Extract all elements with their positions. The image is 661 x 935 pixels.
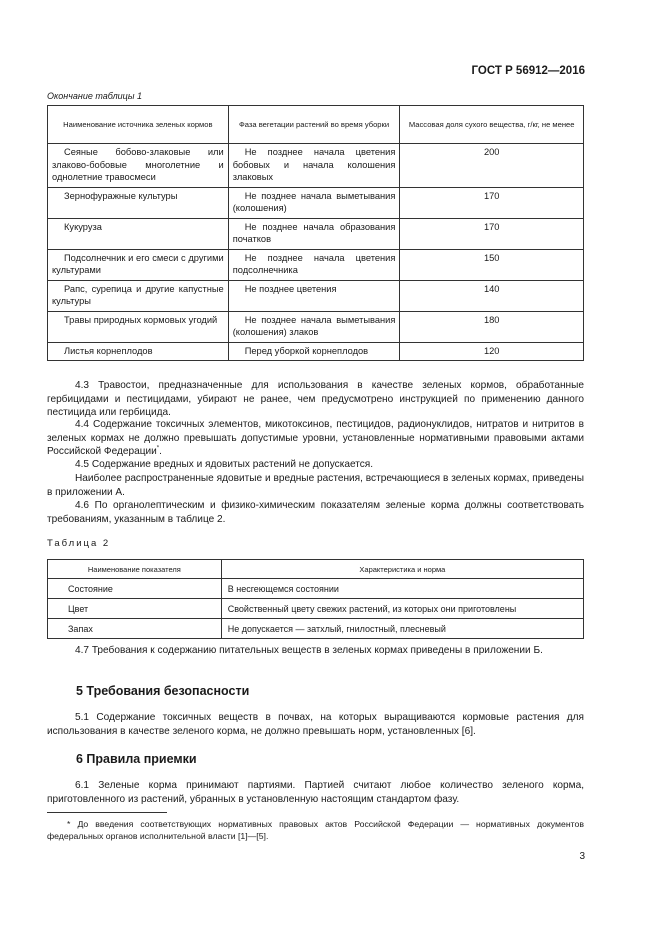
footnote-ref-mark: * <box>156 445 160 452</box>
table2-header-row <box>48 560 584 579</box>
table-row <box>48 144 584 188</box>
table-row <box>48 579 584 599</box>
table2-cell: Цвет <box>48 599 222 619</box>
table1-cell: Травы природных кормовых угодий <box>64 314 218 325</box>
table1-col-dry-matter: Массовая доля сухого вещества, г/кг, не менее <box>400 106 584 144</box>
table1-caption: Окончание таблицы 1 <box>47 91 142 101</box>
table2-caption: Таблица 2 <box>47 538 111 549</box>
table1-cell: 140 <box>400 280 584 311</box>
table1-cell: 170 <box>400 187 584 218</box>
table-row <box>48 187 584 218</box>
table-row <box>48 342 584 361</box>
table1-cell: Не позднее начала цветения бобовых и начала колошения злаковых <box>232 147 396 182</box>
footnote-mark: * <box>67 819 71 829</box>
paragraph-4-4-text: 4.4 Содержание токсичных элементов, микотоксинов, пестицидов, радионуклидов, нитратов и нитритов в зеленых кормах не должно превышать допустимые уровни, установленные нормативными правовыми актами Российской Федерации <box>47 419 584 457</box>
table-row <box>48 599 584 619</box>
table2-cell: Состояние <box>48 579 222 599</box>
table-1 <box>47 105 584 361</box>
paragraph-4-3: 4.3 Травостои, предназначенные для использования в качестве зеленых кормов, обработанные гербицидами и пестицидами, убирают не ранее, чем предусмотрено инструкцией по применению данного пестицида или гербицида. <box>47 380 584 418</box>
footnote <box>47 818 584 842</box>
table1-col-phase: Фаза вегетации растений во время уборки <box>228 106 400 144</box>
table2-cell: Запах <box>48 619 222 639</box>
table2-cell: В несгеющемся состоянии <box>221 579 583 599</box>
table1-cell: Рапс, сурепица и другие капустные культуры <box>52 283 224 306</box>
table1-cell: Перед уборкой корнеплодов <box>244 345 369 356</box>
paragraph-4-7: 4.7 Требования к содержанию питательных веществ в зеленых кормах приведены в приложении Б. <box>75 645 543 656</box>
paragraph-4-6: 4.6 По органолептическим и физико-химическим показателям зеленые корма должны соответствовать требованиям, указанным в таблице 2. <box>47 500 584 525</box>
table-row <box>48 280 584 311</box>
section-5-heading: 5 Требования безопасности <box>76 684 250 698</box>
table1-cell: Не позднее начала цветения подсолнечника <box>232 252 396 275</box>
table-row <box>48 249 584 280</box>
paragraph-5-1: 5.1 Содержание токсичных веществ в почвах, на которых выращиваются кормовые растения для использования в качестве зеленого корма, не должно превышать норм, установленных [6]. <box>47 712 584 737</box>
table-row <box>48 218 584 249</box>
table-row <box>48 311 584 342</box>
table1-col-source: Наименование источника зеленых кормов <box>48 106 229 144</box>
table1-cell: Не позднее цветения <box>244 283 337 294</box>
paragraph-6-1: 6.1 Зеленые корма принимают партиями. Партией считают любое количество зеленого корма, приготовленного из растений, убранных в установленную настоящим стандартом фазу. <box>47 780 584 805</box>
paragraph-4-4-end: . <box>159 446 162 457</box>
page-number: 3 <box>579 851 585 862</box>
table1-cell: 180 <box>400 311 584 342</box>
table1-cell: 170 <box>400 218 584 249</box>
section-6-heading: 6 Правила приемки <box>76 752 197 766</box>
table1-cell: Сеяные бобово-злаковые или злаково-бобовые многолетние и однолетние травосмеси <box>52 147 224 182</box>
table2-cell: Не допускается — затхлый, гнилостный, плесневый <box>221 619 583 639</box>
table2-cell: Свойственный цвету свежих растений, из которых они приготовлены <box>221 599 583 619</box>
table2-col-characteristic: Характеристика и норма <box>221 560 583 579</box>
footnote-text: До введения соответствующих нормативных правовых актов Российской Федерации — нормативных документов федеральных органов исполнительной власти [1]—[5]. <box>47 819 584 841</box>
table-row <box>48 619 584 639</box>
table2-col-indicator: Наименование показателя <box>48 560 222 579</box>
table1-header-row <box>48 106 584 144</box>
paragraph-4-5-continued: Наиболее распространенные ядовитые и вредные растения, встречающиеся в зеленых кормах, приведены в приложении А. <box>47 473 584 498</box>
table1-cell: Не позднее начала выметывания (колошения) злаков <box>232 314 396 337</box>
table1-cell: Листья корнеплодов <box>64 345 153 356</box>
document-header: ГОСТ Р 56912—2016 <box>471 65 585 77</box>
footnote-divider <box>47 812 167 813</box>
paragraph-4-5: 4.5 Содержание вредных и ядовитых растений не допускается. <box>75 459 374 470</box>
table1-cell: Кукуруза <box>64 221 102 232</box>
table1-cell: Подсолнечник и его смеси с другими культурами <box>52 252 224 275</box>
table1-cell: Не позднее начала выметывания (колошения) <box>232 190 396 213</box>
paragraph-4-4 <box>47 418 584 459</box>
table1-cell: 150 <box>400 249 584 280</box>
table1-cell: 200 <box>400 144 584 188</box>
table1-cell: Зернофуражные культуры <box>64 190 178 201</box>
table1-cell: 120 <box>400 342 584 361</box>
table-2 <box>47 559 584 639</box>
table1-cell: Не позднее начала образования початков <box>232 221 396 244</box>
